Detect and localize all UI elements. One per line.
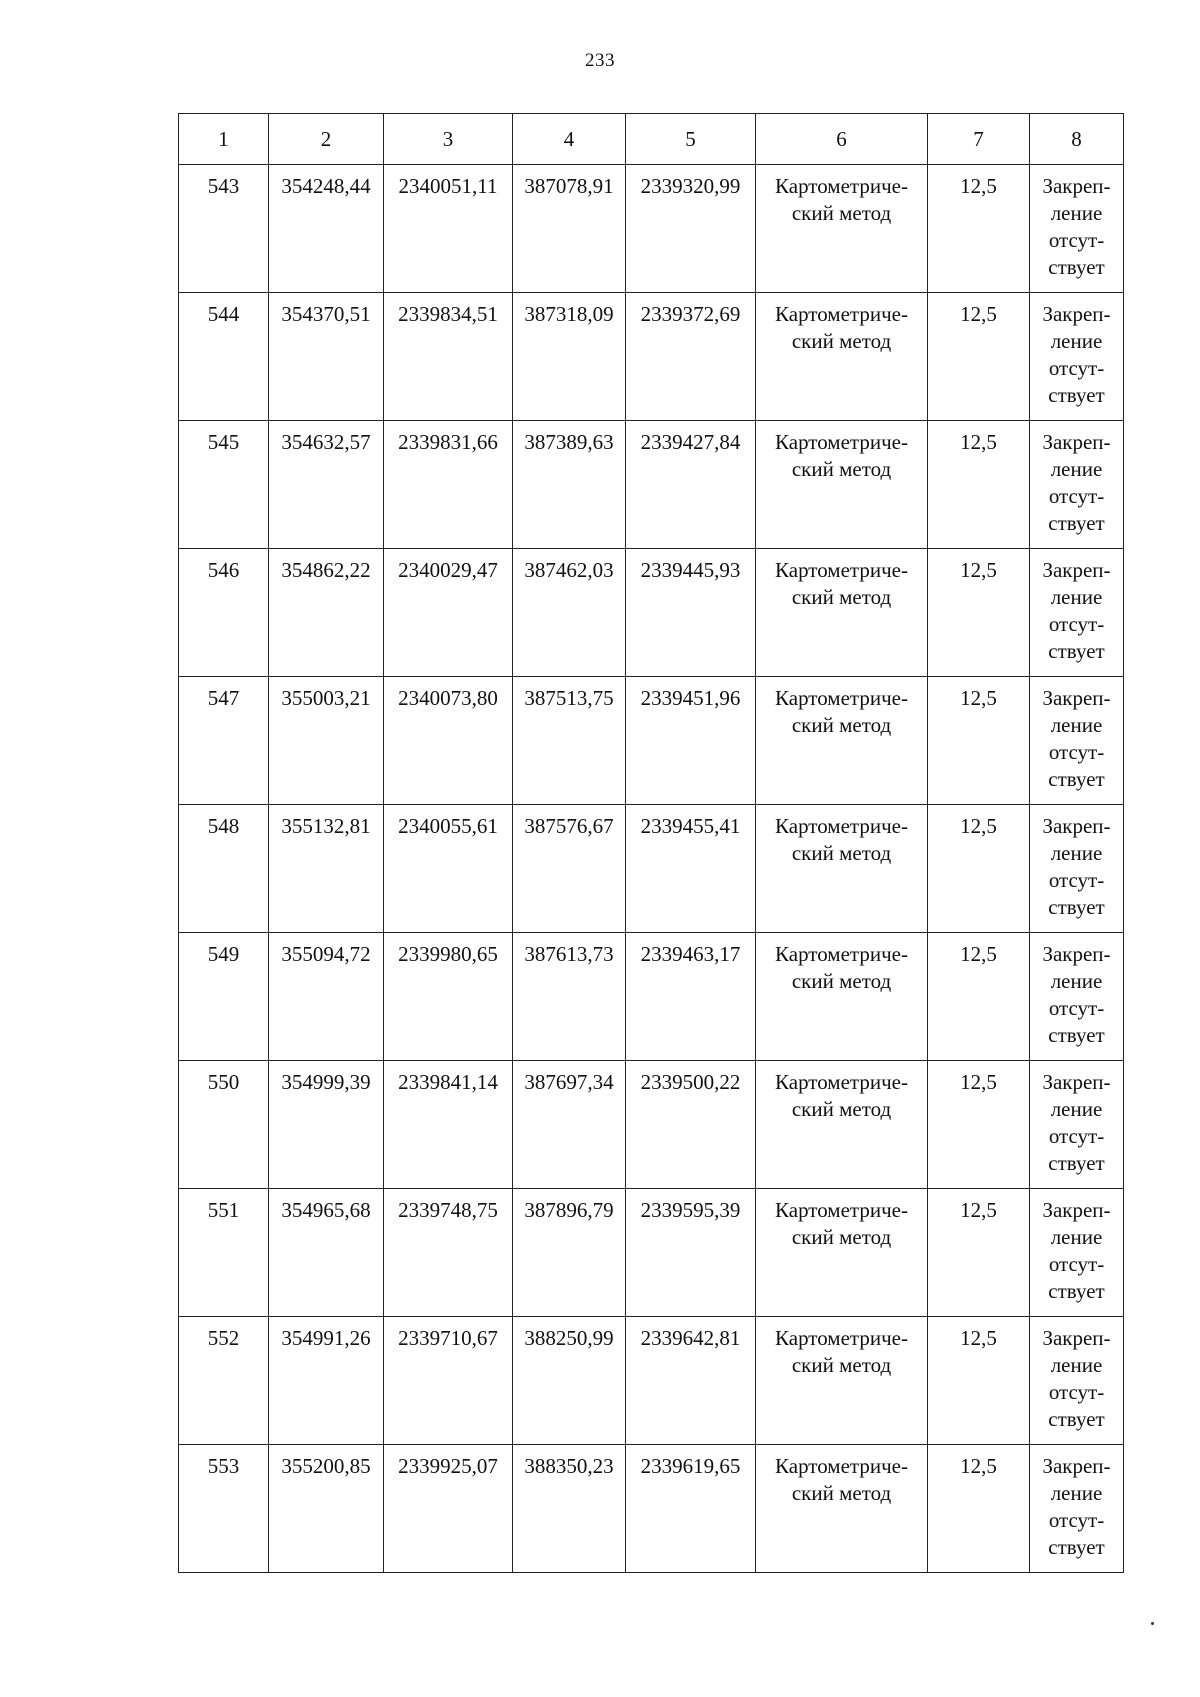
accuracy: 12,5 bbox=[928, 293, 1030, 421]
fixing: Закреп- ление отсут- ствует bbox=[1030, 549, 1124, 677]
accuracy: 12,5 bbox=[928, 933, 1030, 1061]
point-number: 547 bbox=[179, 677, 269, 805]
coord-x-1: 354965,68 bbox=[269, 1189, 384, 1317]
coord-x-1: 355200,85 bbox=[269, 1445, 384, 1573]
coord-y-2: 2339500,22 bbox=[626, 1061, 756, 1189]
method: Картометриче- ский метод bbox=[756, 1061, 928, 1189]
accuracy: 12,5 bbox=[928, 1317, 1030, 1445]
coord-x-2: 387462,03 bbox=[513, 549, 626, 677]
header-row bbox=[179, 114, 1124, 165]
header-cell: 1 bbox=[179, 114, 269, 165]
table-row bbox=[179, 165, 1124, 293]
method: Картометриче- ский метод bbox=[756, 421, 928, 549]
point-number: 545 bbox=[179, 421, 269, 549]
point-number: 544 bbox=[179, 293, 269, 421]
coord-y-2: 2339642,81 bbox=[626, 1317, 756, 1445]
point-number: 553 bbox=[179, 1445, 269, 1573]
accuracy: 12,5 bbox=[928, 1445, 1030, 1573]
accuracy: 12,5 bbox=[928, 1189, 1030, 1317]
method: Картометриче- ский метод bbox=[756, 805, 928, 933]
coord-y-1: 2339980,65 bbox=[384, 933, 513, 1061]
table-row bbox=[179, 549, 1124, 677]
point-number: 551 bbox=[179, 1189, 269, 1317]
accuracy: 12,5 bbox=[928, 421, 1030, 549]
header-cell: 8 bbox=[1030, 114, 1124, 165]
table-row bbox=[179, 1189, 1124, 1317]
coord-x-1: 355132,81 bbox=[269, 805, 384, 933]
accuracy: 12,5 bbox=[928, 677, 1030, 805]
point-number: 550 bbox=[179, 1061, 269, 1189]
coord-x-2: 387078,91 bbox=[513, 165, 626, 293]
header-cell: 4 bbox=[513, 114, 626, 165]
header-cell: 3 bbox=[384, 114, 513, 165]
coord-y-1: 2340055,61 bbox=[384, 805, 513, 933]
fixing: Закреп- ление отсут- ствует bbox=[1030, 421, 1124, 549]
coord-x-1: 354248,44 bbox=[269, 165, 384, 293]
table-row bbox=[179, 1445, 1124, 1573]
coord-x-2: 387513,75 bbox=[513, 677, 626, 805]
table-row bbox=[179, 933, 1124, 1061]
coord-x-2: 387576,67 bbox=[513, 805, 626, 933]
coord-x-1: 354991,26 bbox=[269, 1317, 384, 1445]
table-row bbox=[179, 1061, 1124, 1189]
header-cell: 5 bbox=[626, 114, 756, 165]
coord-y-1: 2339925,07 bbox=[384, 1445, 513, 1573]
method: Картометриче- ский метод bbox=[756, 549, 928, 677]
coord-y-2: 2339445,93 bbox=[626, 549, 756, 677]
coord-x-2: 387613,73 bbox=[513, 933, 626, 1061]
coord-x-1: 354862,22 bbox=[269, 549, 384, 677]
table-row bbox=[179, 805, 1124, 933]
coord-x-1: 355003,21 bbox=[269, 677, 384, 805]
coord-y-2: 2339372,69 bbox=[626, 293, 756, 421]
coord-y-2: 2339427,84 bbox=[626, 421, 756, 549]
fixing: Закреп- ление отсут- ствует bbox=[1030, 805, 1124, 933]
coord-y-1: 2339710,67 bbox=[384, 1317, 513, 1445]
coord-x-2: 388250,99 bbox=[513, 1317, 626, 1445]
coord-y-1: 2339841,14 bbox=[384, 1061, 513, 1189]
fixing: Закреп- ление отсут- ствует bbox=[1030, 1061, 1124, 1189]
coord-x-1: 354632,57 bbox=[269, 421, 384, 549]
coord-x-1: 354370,51 bbox=[269, 293, 384, 421]
coord-y-2: 2339595,39 bbox=[626, 1189, 756, 1317]
accuracy: 12,5 bbox=[928, 549, 1030, 677]
fixing: Закреп- ление отсут- ствует bbox=[1030, 165, 1124, 293]
coord-y-1: 2339831,66 bbox=[384, 421, 513, 549]
method: Картометриче- ский метод bbox=[756, 1317, 928, 1445]
table-row bbox=[179, 293, 1124, 421]
fixing: Закреп- ление отсут- ствует bbox=[1030, 1189, 1124, 1317]
coord-y-2: 2339455,41 bbox=[626, 805, 756, 933]
fixing: Закреп- ление отсут- ствует bbox=[1030, 1317, 1124, 1445]
table-row bbox=[179, 421, 1124, 549]
method: Картометриче- ский метод bbox=[756, 1189, 928, 1317]
accuracy: 12,5 bbox=[928, 805, 1030, 933]
method: Картометриче- ский метод bbox=[756, 933, 928, 1061]
coord-x-2: 387318,09 bbox=[513, 293, 626, 421]
point-number: 546 bbox=[179, 549, 269, 677]
coord-x-2: 387389,63 bbox=[513, 421, 626, 549]
coord-x-1: 354999,39 bbox=[269, 1061, 384, 1189]
point-number: 552 bbox=[179, 1317, 269, 1445]
coord-y-2: 2339619,65 bbox=[626, 1445, 756, 1573]
point-number: 549 bbox=[179, 933, 269, 1061]
fixing: Закреп- ление отсут- ствует bbox=[1030, 677, 1124, 805]
coord-y-1: 2340051,11 bbox=[384, 165, 513, 293]
fixing: Закреп- ление отсут- ствует bbox=[1030, 1445, 1124, 1573]
coord-y-1: 2340029,47 bbox=[384, 549, 513, 677]
coord-y-1: 2339748,75 bbox=[384, 1189, 513, 1317]
page-number: 233 bbox=[585, 50, 615, 71]
point-number: 548 bbox=[179, 805, 269, 933]
method: Картометриче- ский метод bbox=[756, 165, 928, 293]
accuracy: 12,5 bbox=[928, 1061, 1030, 1189]
accuracy: 12,5 bbox=[928, 165, 1030, 293]
method: Картометриче- ский метод bbox=[756, 1445, 928, 1573]
coord-y-2: 2339451,96 bbox=[626, 677, 756, 805]
coord-x-1: 355094,72 bbox=[269, 933, 384, 1061]
method: Картометриче- ский метод bbox=[756, 677, 928, 805]
scan-speck bbox=[1151, 1622, 1154, 1625]
coord-x-2: 388350,23 bbox=[513, 1445, 626, 1573]
coord-x-2: 387896,79 bbox=[513, 1189, 626, 1317]
table-row bbox=[179, 677, 1124, 805]
fixing: Закреп- ление отсут- ствует bbox=[1030, 293, 1124, 421]
point-number: 543 bbox=[179, 165, 269, 293]
coord-y-2: 2339320,99 bbox=[626, 165, 756, 293]
header-cell: 6 bbox=[756, 114, 928, 165]
coord-y-1: 2339834,51 bbox=[384, 293, 513, 421]
method: Картометриче- ский метод bbox=[756, 293, 928, 421]
table-row bbox=[179, 1317, 1124, 1445]
header-cell: 7 bbox=[928, 114, 1030, 165]
coord-y-1: 2340073,80 bbox=[384, 677, 513, 805]
coordinates-table bbox=[178, 113, 1124, 1573]
fixing: Закреп- ление отсут- ствует bbox=[1030, 933, 1124, 1061]
header-cell: 2 bbox=[269, 114, 384, 165]
coord-y-2: 2339463,17 bbox=[626, 933, 756, 1061]
coord-x-2: 387697,34 bbox=[513, 1061, 626, 1189]
